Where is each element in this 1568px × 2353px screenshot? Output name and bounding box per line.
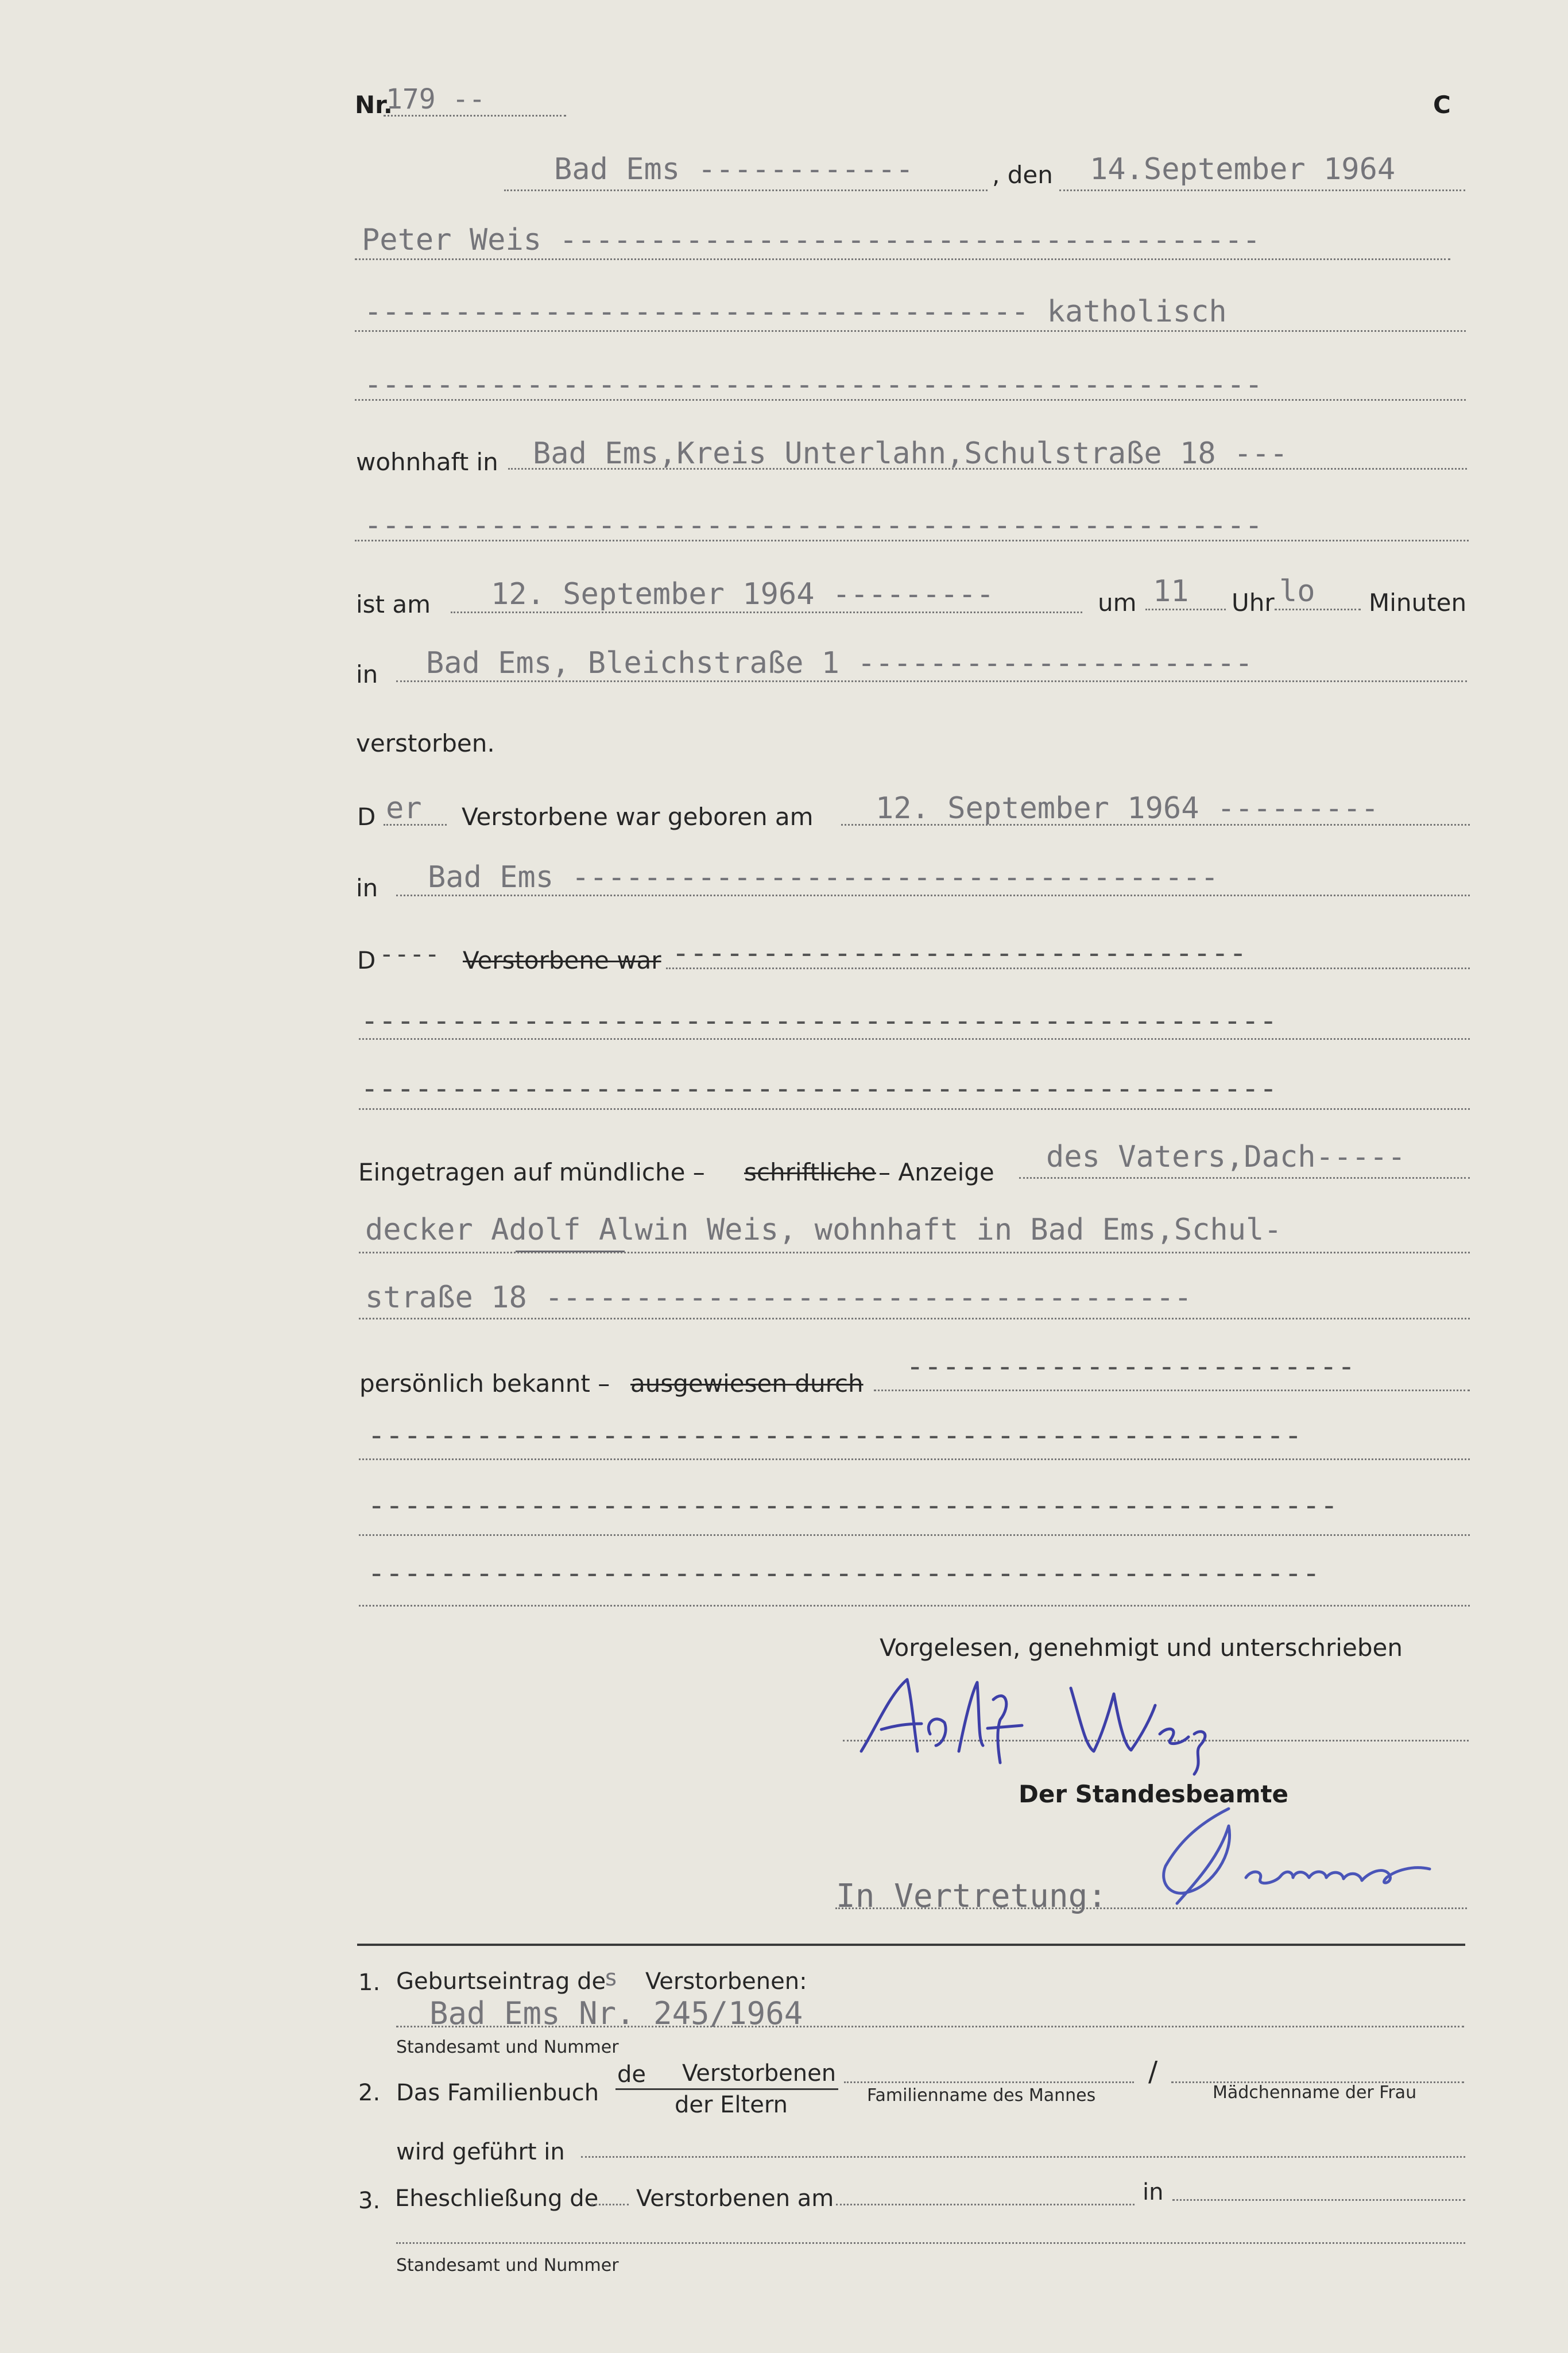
eingetragen-label: Eingetragen auf mündliche – (358, 1158, 705, 1186)
signature-sommer (1143, 1791, 1464, 1918)
identity-line4-dots (359, 1605, 1470, 1607)
registration-line1: des Vaters,Dach----- (1046, 1140, 1406, 1174)
item1-value: Bad Ems Nr. 245/1964 (429, 1995, 803, 2031)
marital-line3: --------------------------------------------------- (361, 1071, 1277, 1106)
minuten-label: Minuten (1369, 589, 1467, 617)
deceased-name: Peter Weis --------------------------------------- (362, 223, 1261, 257)
marital-line2-dots (359, 1038, 1470, 1040)
nr-label: Nr. (355, 91, 393, 119)
item1-fill: s (604, 1965, 618, 1991)
item3-date-dots (836, 2204, 1135, 2205)
familienname-mann-label: Familienname des Mannes (867, 2085, 1096, 2106)
religion-dots (355, 330, 1466, 332)
identity-line2: ---------------------------------------------------- (367, 1418, 1302, 1453)
death-date-dots (451, 612, 1082, 613)
familienname-dots (844, 2081, 1134, 2083)
name-dots (355, 258, 1450, 260)
um-label: um (1098, 589, 1137, 617)
marital-label: Verstorbene war (463, 946, 661, 974)
standesbeamte-label: Der Standesbeamte (1019, 1780, 1289, 1808)
birth-in-label: in (356, 874, 378, 902)
birth-label: Verstorbene war geboren am (462, 803, 814, 831)
identity-dots (874, 1390, 1470, 1391)
in-vertretung: In Vertretung: (836, 1878, 1108, 1915)
death-place-dots (396, 680, 1467, 682)
date-dots (1059, 189, 1465, 191)
marital-line2: --------------------------------------------------- (361, 1004, 1277, 1038)
identity-line4: ----------------------------------------------------- (367, 1556, 1321, 1590)
standesamt-label-2: Standesamt und Nummer (396, 2255, 619, 2275)
birth-place: Bad Ems ------------------------------------ (428, 860, 1219, 895)
birth-er-value: er (386, 791, 422, 826)
uhr-label: Uhr (1232, 589, 1275, 617)
verstorben-label: verstorben. (356, 729, 495, 757)
ist-am-label: ist am (356, 590, 431, 618)
person-line3: -------------------------------------------------- (364, 367, 1263, 402)
identity-dashes: ------------------------- (906, 1349, 1356, 1384)
item3-in-label: in (1143, 2179, 1164, 2205)
registration-line2: decker Adolf Alwin Weis, wohnhaft in Bad Ems,Schul- (365, 1213, 1282, 1247)
anzeige-label: – Anzeige (878, 1158, 994, 1186)
maedchenname-frau-label: Mädchenname der Frau (1213, 2083, 1417, 2103)
death-minutes: lo (1279, 574, 1315, 609)
item1-label: Geburtseintrag de (396, 1968, 606, 1995)
item2-de: de (617, 2061, 646, 2088)
item1-label-post: Verstorbenen: (645, 1968, 807, 1995)
item2-verstorbenen: Verstorbenen (682, 2060, 837, 2087)
wird-gefuehrt-label: wird geführt in (396, 2139, 565, 2165)
identity-line3-dots (359, 1534, 1470, 1536)
item2-eltern: der Eltern (675, 2092, 788, 2118)
item3-number: 3. (358, 2188, 381, 2214)
item2-number: 2. (358, 2080, 381, 2106)
vorgelesen-label: Vorgelesen, genehmigt und unterschrieben (880, 1634, 1403, 1662)
residence-line2: -------------------------------------------------- (364, 508, 1263, 543)
item3-standesamt-dots (396, 2242, 1465, 2244)
minutes-dots (1275, 609, 1361, 610)
death-hour: 11 (1153, 574, 1189, 609)
item3-place-dots (1172, 2199, 1465, 2201)
footer-divider (357, 1944, 1465, 1946)
religion-line: ------------------------------------- katholisch (364, 295, 1227, 329)
item3-label: Eheschließung de (395, 2185, 599, 2212)
death-in-label: in (356, 660, 378, 688)
registry-place: Bad Ems ------------ (554, 152, 914, 187)
marital-blank: ---- (379, 939, 440, 969)
death-date: 12. September 1964 --------- (491, 577, 994, 612)
registry-date: 14.September 1964 (1090, 152, 1396, 187)
death-place: Bad Ems, Bleichstraße 1 ---------------------- (426, 646, 1253, 680)
standesamt-label-1: Standesamt und Nummer (396, 2037, 619, 2057)
wird-gefuehrt-dots (581, 2156, 1465, 2158)
marital-dashes: -------------------------------- (672, 936, 1247, 970)
item3-label-post: Verstorbenen am (636, 2185, 834, 2212)
birth-place-dots (396, 895, 1470, 896)
den-label: , den (992, 161, 1053, 189)
identity-line3: ------------------------------------------------------ (367, 1488, 1338, 1523)
form-letter: C (1433, 91, 1451, 119)
birth-d-prefix: D (357, 803, 376, 831)
signature-adolf-weis (850, 1665, 1240, 1780)
marital-line3-dots (359, 1108, 1470, 1110)
item3-de-dots (591, 2204, 629, 2205)
registration-dots (1019, 1177, 1470, 1179)
bekannt-label: persönlich bekannt – (359, 1369, 610, 1398)
identity-line2-dots (359, 1458, 1470, 1460)
adolf-underline (516, 1251, 625, 1252)
birth-date: 12. September 1964 --------- (876, 791, 1379, 826)
hour-dots (1145, 609, 1226, 610)
marital-d-prefix: D (357, 946, 376, 974)
nr-value: 179 -- (386, 83, 486, 115)
item1-number: 1. (358, 1969, 381, 1996)
item2-label: Das Familienbuch (396, 2080, 599, 2106)
registration-line3-dots (359, 1318, 1470, 1319)
place-dots (504, 189, 988, 191)
item2-slash: / (1148, 2056, 1158, 2088)
item2-fraction-line (615, 2088, 838, 2090)
registration-line3: straße 18 ------------------------------------ (365, 1280, 1193, 1315)
residence-value: Bad Ems,Kreis Unterlahn,Schulstraße 18 --- (533, 436, 1288, 471)
ausgewiesen-struck: ausgewiesen durch (630, 1369, 864, 1398)
wohnhaft-label: wohnhaft in (356, 448, 498, 476)
schriftliche-struck: schriftliche (744, 1158, 876, 1186)
